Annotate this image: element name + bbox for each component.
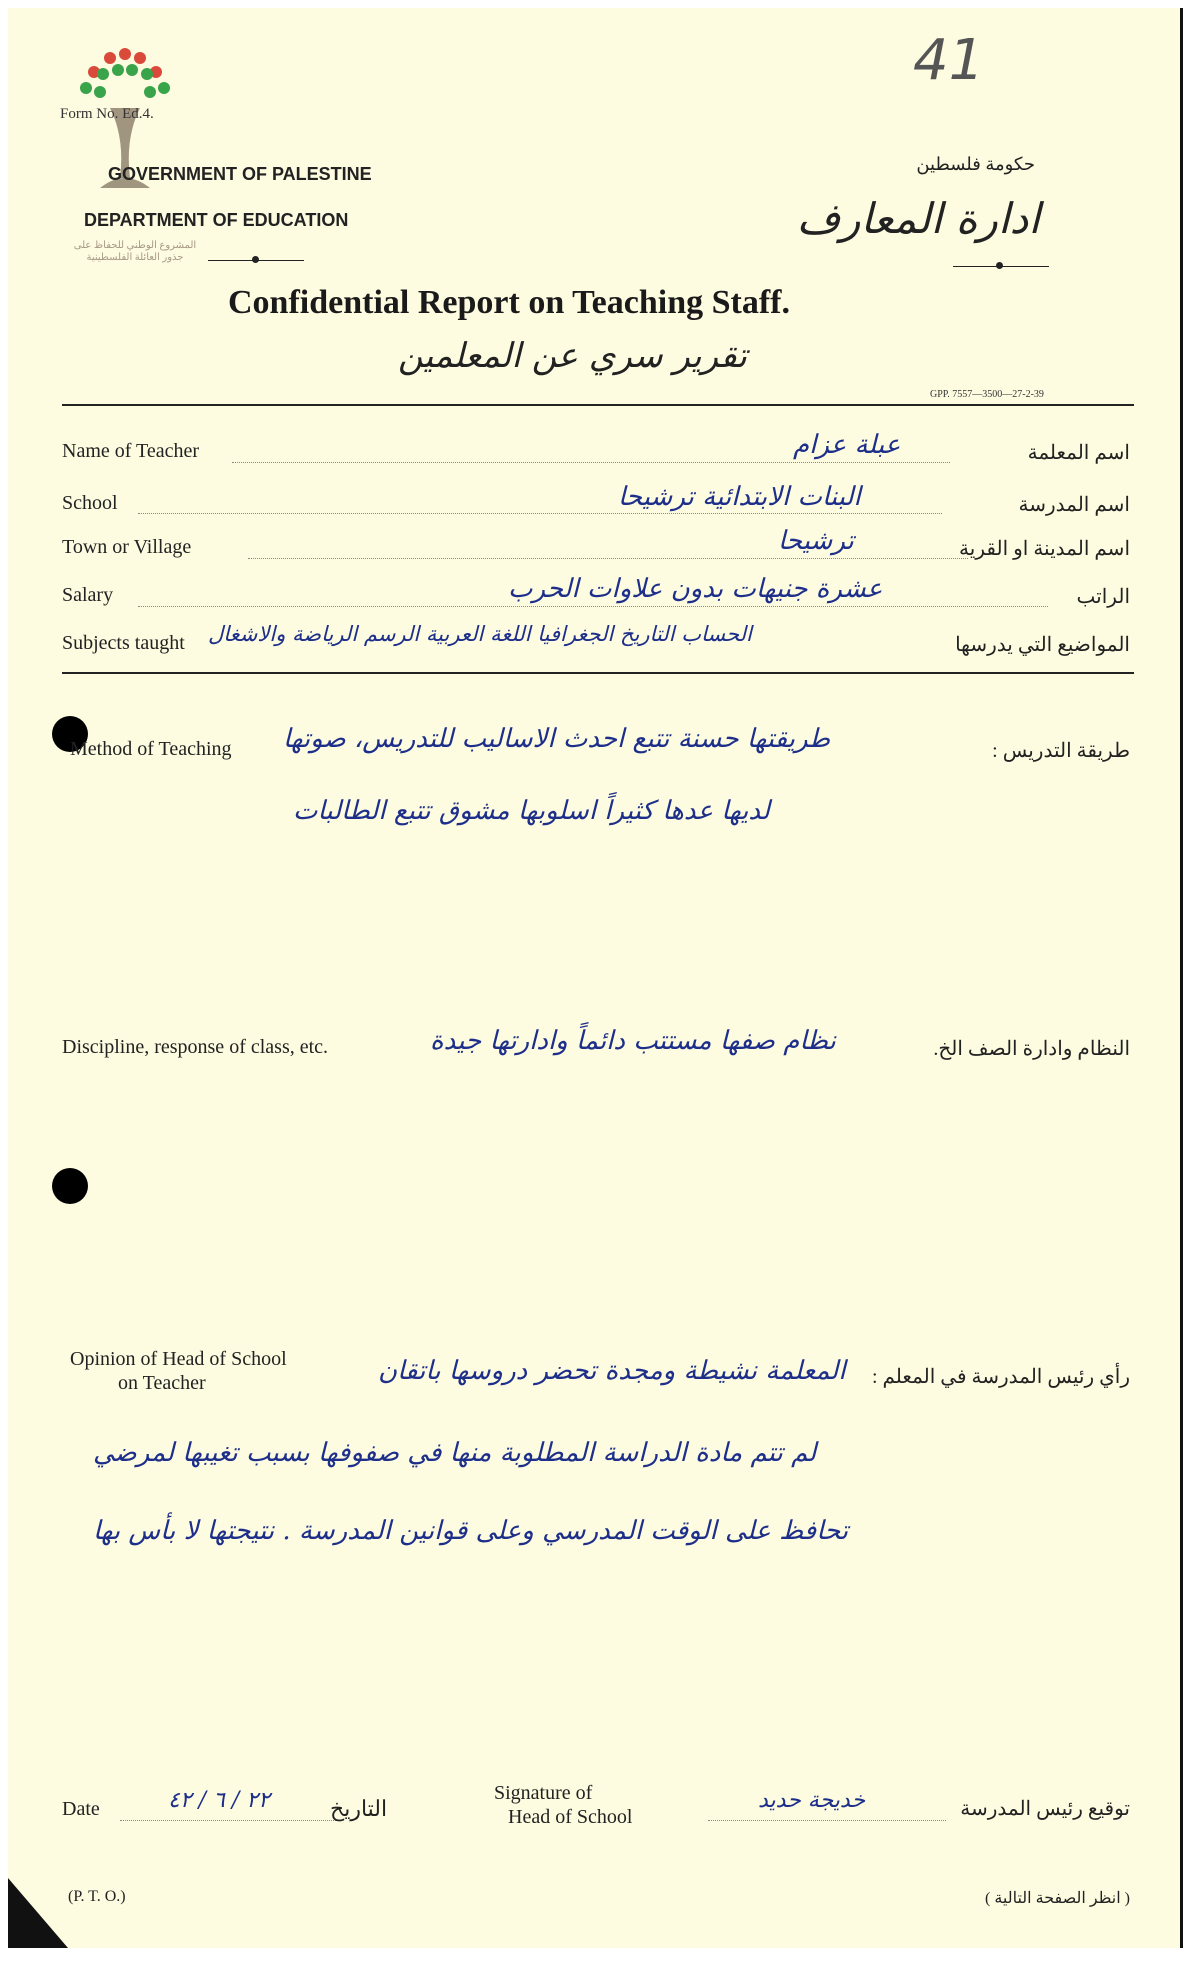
signature-dots xyxy=(708,1820,946,1821)
salary-dots xyxy=(138,606,1048,607)
report-title: Confidential Report on Teaching Staff. xyxy=(228,284,790,321)
salary-value: عشرة جنيهات بدون علاوات الحرب xyxy=(508,574,883,604)
page-number: 41 xyxy=(913,28,985,93)
corner-shadow xyxy=(8,1878,78,1948)
town-label-arabic: اسم المدينة او القرية xyxy=(959,538,1130,560)
report-form xyxy=(8,8,1183,1948)
date-label-arabic: التاريخ xyxy=(330,1796,388,1821)
school-value: البنات الابتدائية ترشيحا xyxy=(618,482,861,512)
subjects-label: Subjects taught xyxy=(62,632,185,654)
town-value: ترشيحا xyxy=(778,526,854,556)
subjects-label-arabic: المواضيع التي يدرسها xyxy=(955,634,1130,656)
form-number: Form No. Ed.4. xyxy=(60,106,154,122)
header-mark-left xyxy=(252,256,259,263)
method-label: Method of Teaching xyxy=(70,738,232,760)
salary-label-arabic: الراتب xyxy=(1076,586,1130,608)
pto-label-arabic: ( انظر الصفحة التالية ) xyxy=(984,1890,1130,1907)
name-value: عبلة عزام xyxy=(793,430,901,460)
signature-label-arabic: توقيع رئيس المدرسة xyxy=(960,1798,1130,1820)
signature-label-line1: Signature of xyxy=(494,1782,593,1804)
opinion-label-line1: Opinion of Head of School xyxy=(70,1348,287,1370)
school-dots xyxy=(138,513,942,514)
subjects-value: الحساب التاريخ الجغرافيا اللغة العربية الرسم الرياضة والاشغال xyxy=(208,622,752,646)
name-dots xyxy=(232,462,950,463)
opinion-text-line2: لم تتم مادة الدراسة المطلوبة منها في صفوفها بسبب تغيبها لمرضي xyxy=(93,1438,817,1468)
name-label-arabic: اسم المعلمة xyxy=(1027,442,1130,464)
report-title-arabic: تقرير سري عن المعلمين xyxy=(398,336,748,376)
discipline-label: Discipline, response of class, etc. xyxy=(62,1036,329,1058)
method-text-line2: لديها عدها كثيراً اسلوبها مشوق تتبع الطالبات xyxy=(293,796,770,826)
method-text-line1: طريقتها حسنة تتبع احدث الاساليب للتدريس، صوتها xyxy=(283,724,831,754)
discipline-label-arabic: النظام وادارة الصف الخ. xyxy=(933,1038,1130,1060)
signature-label-line2: Head of School xyxy=(508,1806,633,1828)
opinion-label-arabic: رأي رئيس المدرسة في المعلم : xyxy=(871,1366,1130,1388)
town-dots xyxy=(248,558,968,559)
date-dots xyxy=(120,1820,340,1821)
town-label: Town or Village xyxy=(62,536,192,558)
print-code: GPP. 7557—3500—27-2-39 xyxy=(930,389,1044,400)
header-mark-right xyxy=(996,262,1003,269)
signature-value: خديجة حديد xyxy=(758,1788,866,1813)
government-title: GOVERNMENT OF PALESTINE xyxy=(108,164,372,184)
fields-rule xyxy=(62,672,1134,674)
opinion-label-line2: on Teacher xyxy=(118,1372,206,1394)
department-title: DEPARTMENT OF EDUCATION xyxy=(84,210,349,230)
department-title-arabic: ادارة المعارف xyxy=(796,194,1040,243)
tree-logo-icon xyxy=(70,48,180,228)
discipline-value: نظام صفها مستتب دائماً وادارتها جيدة xyxy=(430,1026,836,1056)
school-label-arabic: اسم المدرسة xyxy=(1018,494,1130,516)
method-label-arabic: طريقة التدريس : xyxy=(992,740,1130,762)
title-rule xyxy=(62,404,1134,406)
punch-hole-bottom xyxy=(52,1168,88,1204)
opinion-text-line1: المعلمة نشيطة ومجدة تحضر دروسها باتقان xyxy=(378,1356,846,1386)
pto-label: (P. T. O.) xyxy=(68,1888,126,1905)
name-label: Name of Teacher xyxy=(62,440,200,462)
watermark-text: المشروع الوطني للحفاظ على جذور العائلة الفلسطينية xyxy=(73,240,197,263)
date-label: Date xyxy=(62,1798,100,1820)
government-title-arabic: حكومة فلسطين xyxy=(916,154,1035,174)
opinion-text-line3: تحافظ على الوقت المدرسي وعلى قوانين المدرسة . نتيجتها لا بأس بها xyxy=(93,1516,849,1546)
salary-label: Salary xyxy=(62,584,114,606)
school-label: School xyxy=(62,492,118,514)
date-value: ٢٢ / ٦ / ٤٢ xyxy=(168,1788,270,1813)
